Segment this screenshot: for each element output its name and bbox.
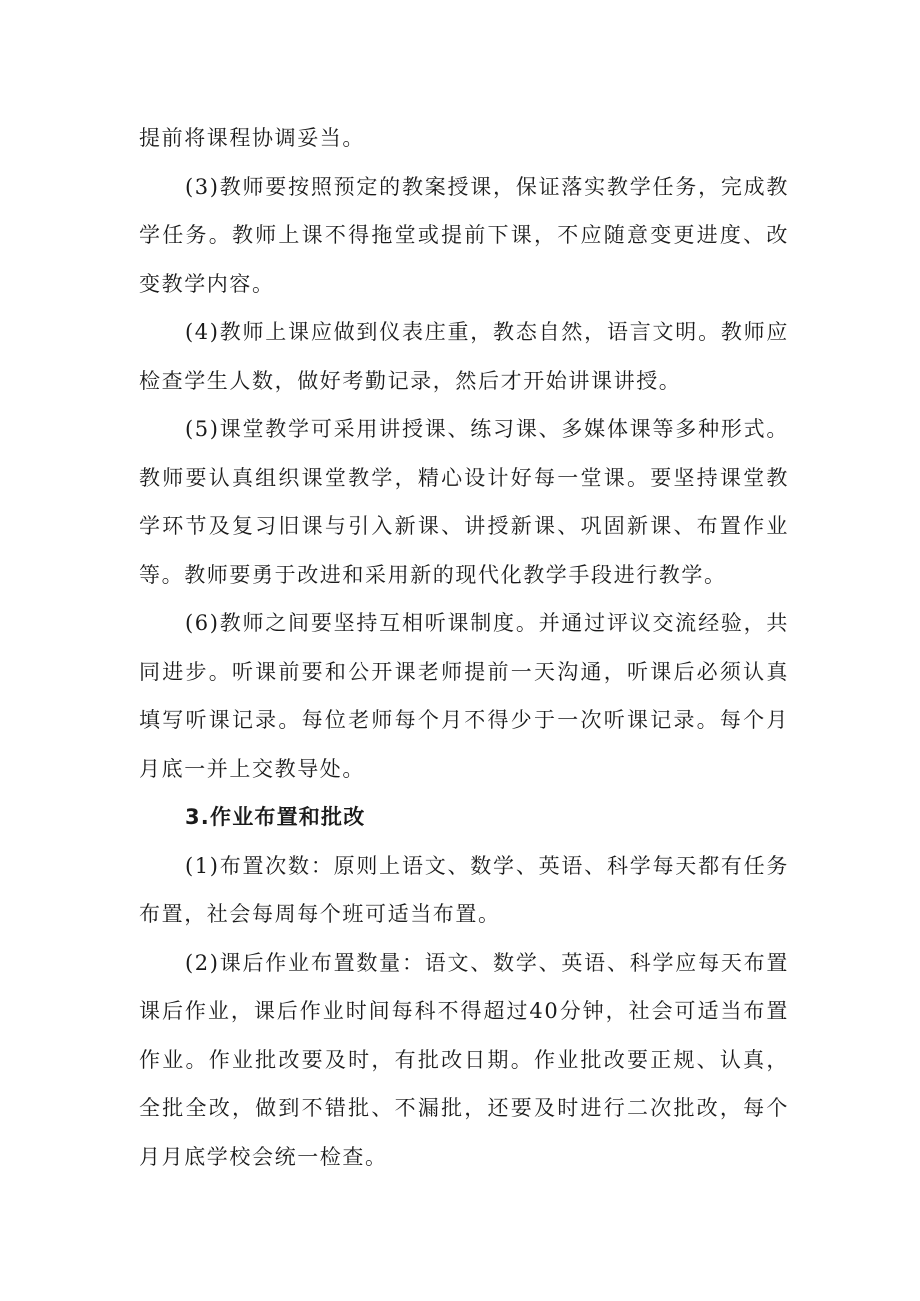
paragraph-item-3: (3)教师要按照预定的教案授课，保证落实教学任务，完成教学任务。教师上课不得拖堂或提前下课，不应随意变更进度、改变教学内容。 (139, 174, 789, 296)
section-heading: 3.作业布置和批改 (185, 805, 366, 829)
paragraph-item-4: (4)教师上课应做到仪表庄重，教态自然，语言文明。教师应检查学生人数，做好考勤记录，然后才开始讲课讲授。 (139, 320, 789, 393)
section-paragraph-1: (1)布置次数：原则上语文、数学、英语、科学每天都有任务布置，社会每周每个班可适当布置。 (139, 853, 789, 926)
paragraph-continuation: 提前将课程协调妥当。 (139, 126, 365, 150)
paragraph-item-6: (6)教师之间要坚持互相听课制度。并通过评议交流经验，共同进步。听课前要和公开课老师提前一天沟通，听课后必须认真填写听课记录。每位老师每个月不得少于一次听课记录。每个月月底一并上交教导处。 (139, 611, 789, 781)
paragraph-item-5: (5)课堂教学可采用讲授课、练习课、多媒体课等多种形式。教师要认真组织课堂教学，精心设计好每一堂课。要坚持课堂教学环节及复习旧课与引入新课、讲授新课、巩固新课、布置作业等。教师要勇于改进和采用新的现代化教学手段进行教学。 (139, 417, 789, 587)
document-body (139, 114, 789, 1181)
section-paragraph-2: (2)课后作业布置数量：语文、数学、英语、科学应每天布置课后作业，课后作业时间每科不得超过40分钟，社会可适当布置作业。作业批改要及时，有批改日期。作业批改要正规、认真，全批全改，做到不错批、不漏批，还要及时进行二次批改，每个月月底学校会统一检查。 (139, 950, 789, 1169)
